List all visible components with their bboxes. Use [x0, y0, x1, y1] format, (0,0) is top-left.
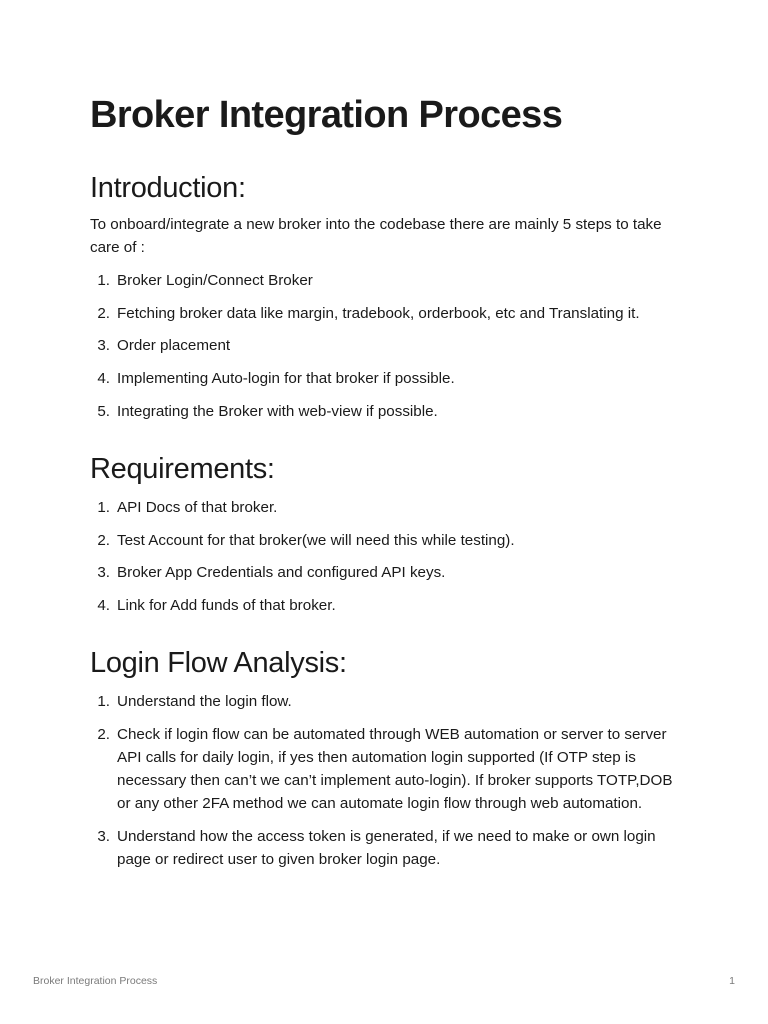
list-item-number: 3. [97, 828, 110, 846]
list-item-text: Broker Login/Connect Broker [117, 272, 313, 289]
list-item [90, 594, 690, 617]
list-item-number: 1. [97, 693, 110, 710]
list-item [90, 723, 690, 816]
list-item-number: 3. [97, 337, 110, 355]
list-item [90, 690, 690, 713]
list-item-text: Understand the login flow. [117, 693, 292, 710]
login-flow-heading: Login Flow Analysis: [90, 647, 347, 679]
list-item-text: API Docs of that broker. [117, 499, 278, 516]
list-item-text: Test Account for that broker(we will need this while testing). [117, 531, 515, 549]
list-item [90, 302, 690, 325]
requirements-heading: Requirements: [90, 453, 275, 485]
login-flow-list [90, 690, 690, 881]
list-item-text: Check if login flow can be automated through WEB automation or server to server API calls for daily login, if yes then automation login supported (If OTP step is necessary then can’t we can’t implement auto-login). If broker supports TOTP,DOB or any other 2FA method we can automate login flow through web automation. [117, 725, 673, 813]
requirements-list [90, 496, 690, 627]
list-item [90, 825, 690, 871]
list-item [90, 529, 690, 552]
list-item-text: Order placement [117, 337, 231, 355]
list-item-number: 1. [97, 272, 110, 289]
list-item-number: 4. [97, 597, 110, 615]
list-item-number: 5. [97, 402, 110, 420]
list-item-text: Implementing Auto-login for that broker if possible. [117, 370, 455, 388]
list-item-text: Understand how the access token is generated, if we need to make or own login page or redirect user to given broker login page. [117, 828, 656, 869]
introduction-paragraph: To onboard/integrate a new broker into the codebase there are mainly 5 steps to take care of : [90, 216, 662, 256]
list-item-text: Fetching broker data like margin, tradebook, orderbook, etc and Translating it. [117, 304, 640, 322]
list-item-number: 4. [97, 370, 110, 388]
list-item-number: 2. [97, 531, 110, 549]
list-item [90, 400, 690, 423]
list-item [90, 367, 690, 390]
introduction-steps-list [90, 269, 690, 433]
introduction-heading: Introduction: [90, 172, 246, 204]
list-item-number: 3. [97, 564, 110, 582]
list-item [90, 334, 690, 357]
list-item-text: Broker App Credentials and configured API keys. [117, 564, 446, 582]
list-item-number: 2. [97, 304, 110, 322]
list-item [90, 496, 690, 519]
list-item-text: Integrating the Broker with web-view if possible. [117, 402, 438, 420]
list-item [90, 269, 690, 292]
list-item [90, 561, 690, 584]
footer-page-number: 1 [729, 975, 735, 987]
document-title: Broker Integration Process [90, 94, 563, 136]
list-item-number: 1. [97, 499, 110, 516]
footer-document-title: Broker Integration Process [33, 975, 158, 987]
list-item-number: 2. [97, 725, 110, 743]
list-item-text: Link for Add funds of that broker. [117, 597, 336, 615]
